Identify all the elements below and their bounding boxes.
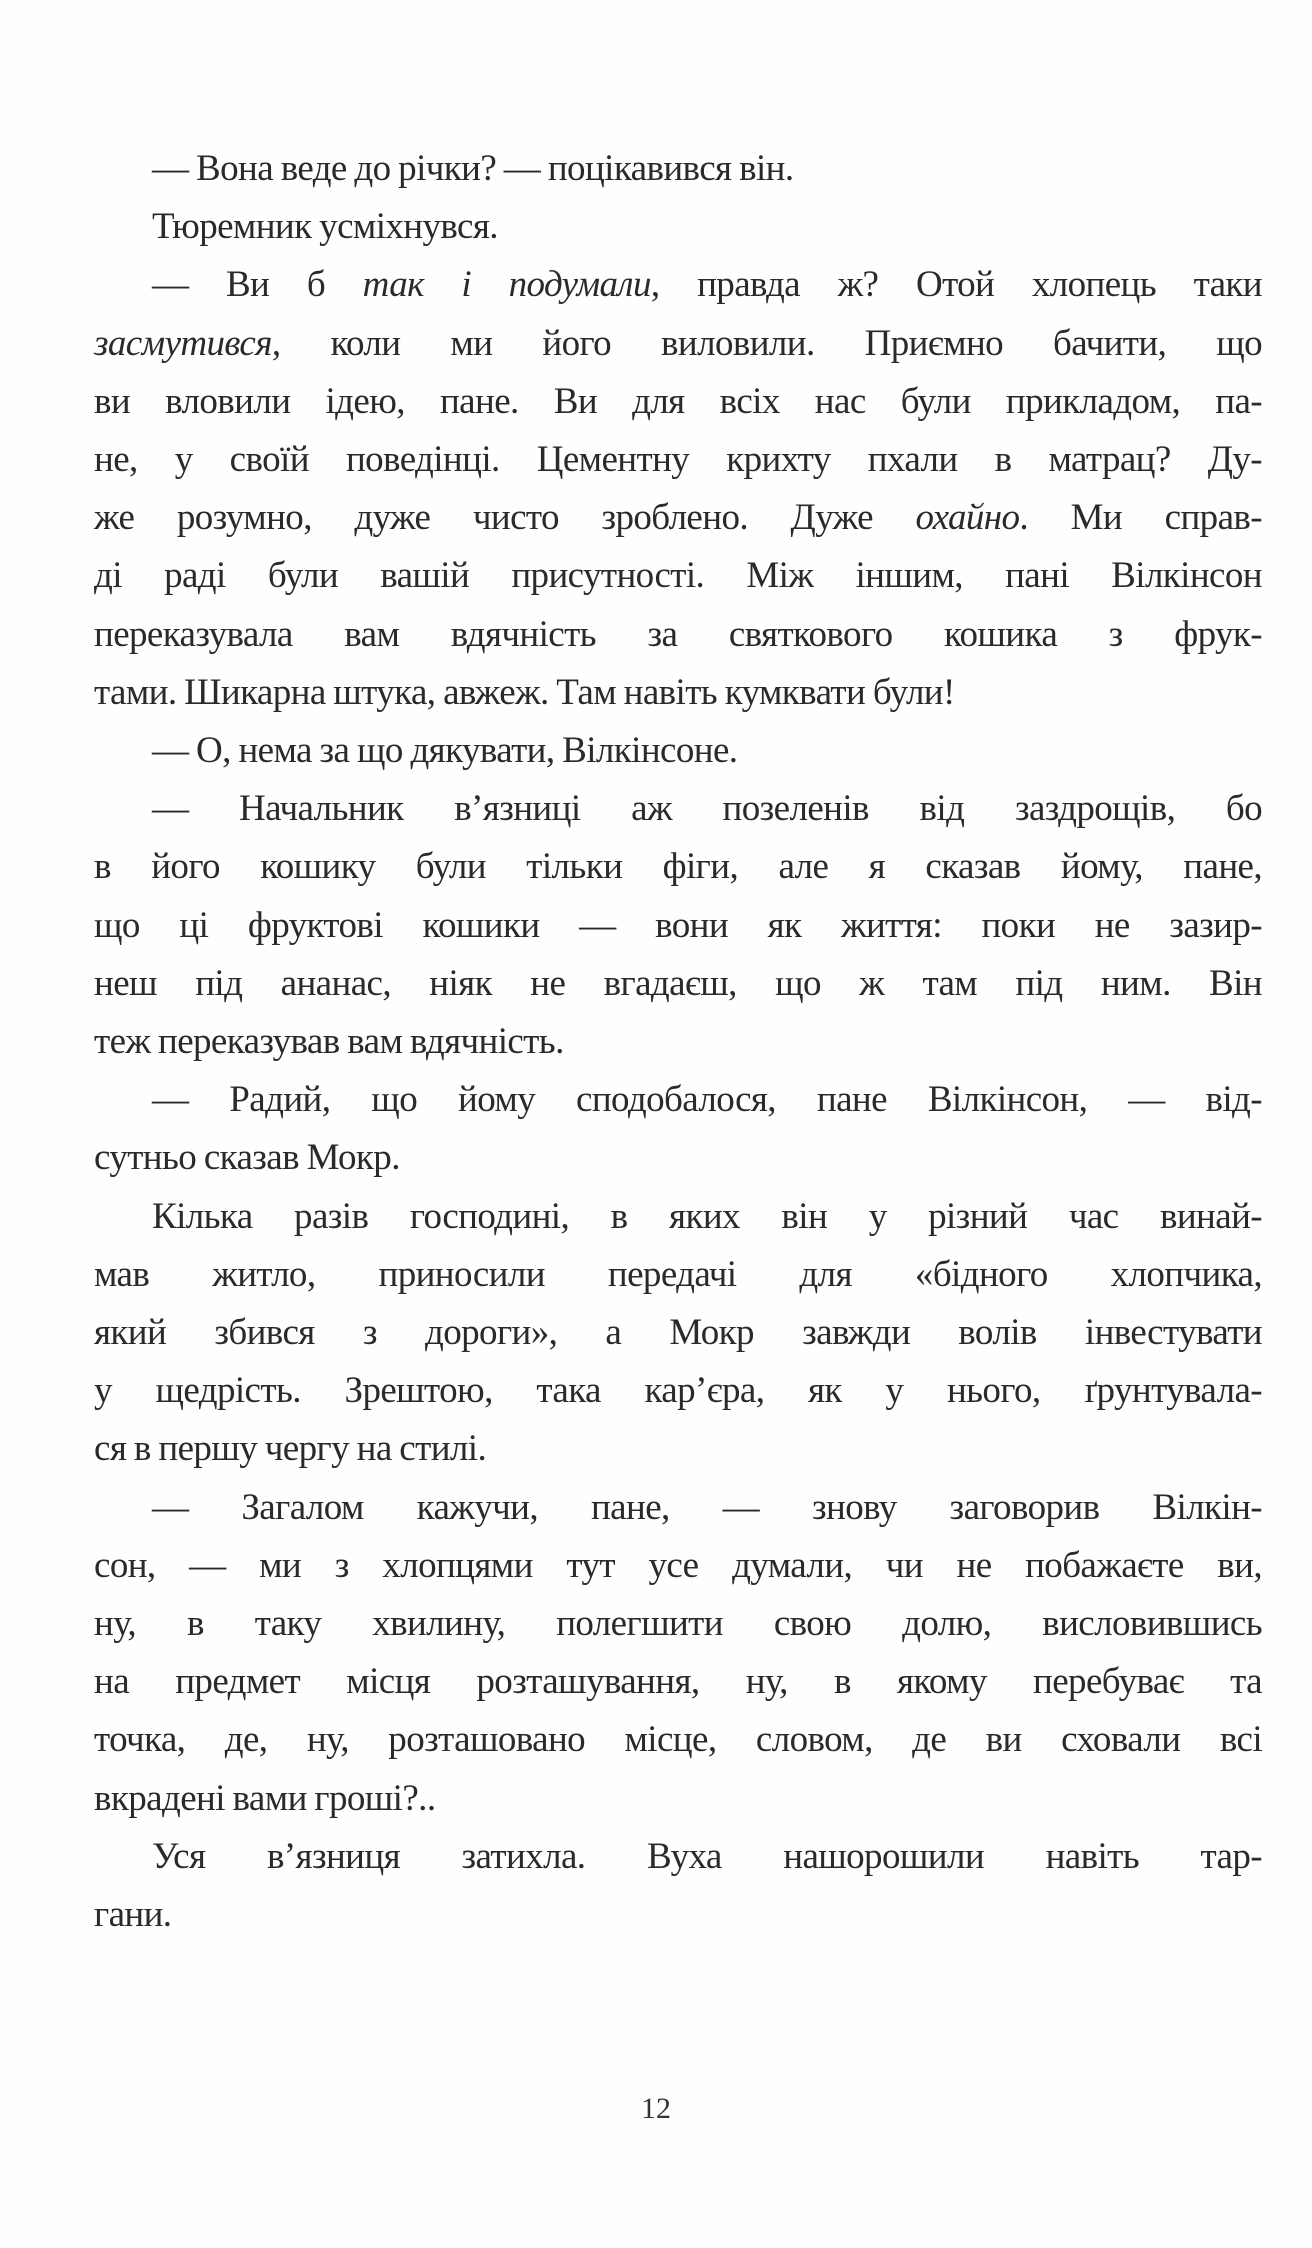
text-run: в його кошику були тільки фіги, але я сказав йому, пане, [94, 846, 1262, 888]
text-run: , правда ж? Отой хлопець таки [650, 264, 1262, 306]
text-run: . Ми справ- [1019, 497, 1262, 539]
paragraph [94, 722, 1262, 780]
paragraph [94, 1188, 1262, 1479]
paragraph [94, 1828, 1262, 1944]
text-run: сон, — ми з хлопцями тут усе думали, чи не побажаєте ви, [94, 1544, 1262, 1586]
text-run: — Начальник в’язниці аж позеленів від заздрощів, бо [152, 788, 1262, 830]
text-line [94, 1653, 1262, 1711]
page-number: 12 [641, 2092, 671, 2125]
text-run: переказувала вам вдячність за святкового кошика з фрук- [94, 613, 1262, 655]
text-line [94, 140, 1262, 198]
text-run: мав житло, приносили передачі для «бідного хлопчика, [94, 1253, 1262, 1295]
paragraph [94, 198, 1262, 256]
text-line [94, 315, 1262, 373]
text-line [94, 1595, 1262, 1653]
text-run: гани. [94, 1894, 172, 1936]
text-run: , коли ми його виловили. Приємно бачити, що [271, 322, 1262, 364]
text-run: Кілька разів господині, в яких він у різний час винай- [152, 1195, 1262, 1237]
text-run: точка, де, ну, розташовано місце, словом, де ви сховали всі [94, 1719, 1262, 1761]
text-run: — О, нема за що дякувати, Вілкінсоне. [152, 730, 738, 772]
text-run: сутньо сказав Мокр. [94, 1137, 400, 1179]
text-run: — Ви б [152, 264, 363, 306]
text-line [94, 256, 1262, 314]
text-line [94, 1071, 1262, 1129]
text-line [94, 1129, 1262, 1187]
text-line [94, 664, 1262, 722]
text-run: неш під ананас, ніяк не вгадаєш, що ж там під ним. Він [94, 962, 1262, 1004]
text-line [94, 1770, 1262, 1828]
text-line [94, 198, 1262, 256]
text-line [94, 1711, 1262, 1769]
book-page-body [94, 140, 1262, 1944]
text-line [94, 1479, 1262, 1537]
text-run: — Вона веде до річки? — поцікавився він. [152, 148, 794, 189]
text-line [94, 1886, 1262, 1944]
text-line [94, 1828, 1262, 1886]
text-line [94, 373, 1262, 431]
italic-text: так і подумали [362, 264, 651, 306]
text-line [94, 1246, 1262, 1304]
text-run: вкрадені вами гроші?.. [94, 1777, 436, 1819]
paragraph [94, 1479, 1262, 1828]
paragraph [94, 780, 1262, 1071]
text-line [94, 1188, 1262, 1246]
text-line [94, 1420, 1262, 1478]
text-run: що ці фруктові кошики — вони як життя: поки не зазир- [94, 904, 1262, 946]
text-run: ви вловили ідею, пане. Ви для всіх нас були прикладом, па- [94, 380, 1262, 422]
text-line [94, 838, 1262, 896]
text-line [94, 722, 1262, 780]
text-line [94, 897, 1262, 955]
italic-text: охайно [915, 497, 1020, 539]
text-line [94, 1013, 1262, 1071]
text-line [94, 606, 1262, 664]
text-line [94, 955, 1262, 1013]
text-line [94, 780, 1262, 838]
text-run: теж переказував вам вдячність. [94, 1021, 564, 1063]
text-line [94, 1362, 1262, 1420]
text-line [94, 489, 1262, 547]
text-run: Тюремник усміхнувся. [152, 206, 498, 248]
text-run: ді раді були вашій присутності. Між іншим, пані Вілкінсон [94, 555, 1262, 597]
paragraph [94, 1071, 1262, 1187]
italic-text: засмутився [94, 322, 272, 364]
text-run: Уся в’язниця затихла. Вуха нашорошили навіть тар- [152, 1835, 1262, 1877]
text-run: же розумно, дуже чисто зроблено. Дуже [94, 497, 916, 539]
text-run: який збився з дороги», а Мокр завжди волів інвестувати [94, 1312, 1262, 1354]
text-run: тами. Шикарна штука, авжеж. Там навіть кумквати були! [94, 671, 955, 713]
text-run: — Радий, що йому сподобалося, пане Вілкінсон, — від- [152, 1079, 1262, 1121]
paragraph [94, 256, 1262, 722]
text-run: ну, в таку хвилину, полегшити свою долю, висловившись [94, 1603, 1262, 1645]
text-line [94, 547, 1262, 605]
text-line [94, 1304, 1262, 1362]
text-run: у щедрість. Зрештою, така кар’єра, як у нього, ґрунтувала- [94, 1370, 1262, 1412]
text-line [94, 431, 1262, 489]
text-run: не, у своїй поведінці. Цементну крихту пхали в матрац? Ду- [94, 439, 1262, 481]
text-run: ся в першу чергу на стилі. [94, 1428, 487, 1470]
text-run: — Загалом кажучи, пане, — знову заговорив Вілкін- [152, 1486, 1262, 1528]
text-line [94, 1537, 1262, 1595]
text-run: на предмет місця розташування, ну, в якому перебуває та [94, 1661, 1262, 1703]
paragraph [94, 140, 1262, 198]
